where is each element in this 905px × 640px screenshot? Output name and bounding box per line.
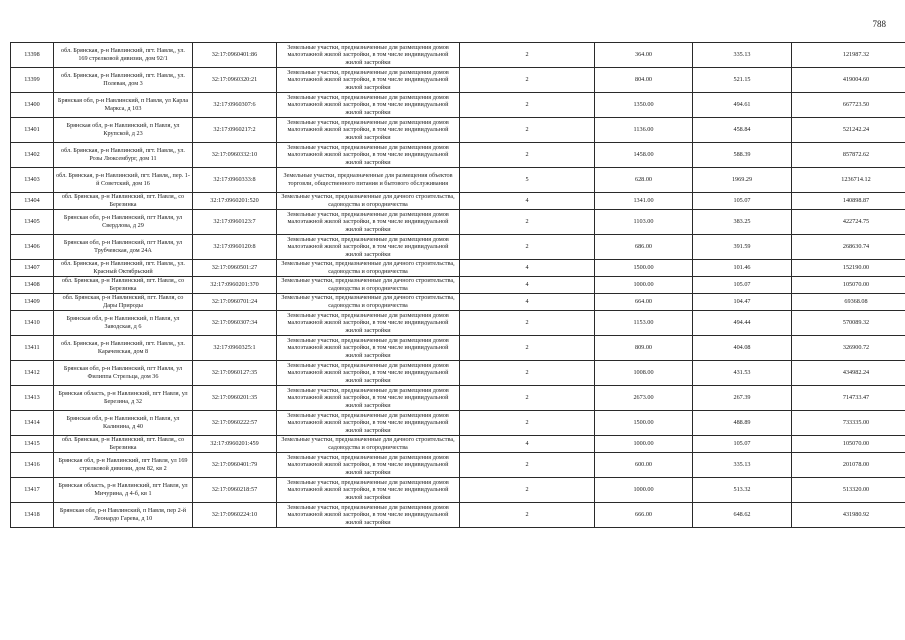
cadastral-number-cell: 32:17:0960217:2: [193, 118, 277, 143]
unit-value-cell: 458.84: [693, 118, 792, 143]
row-id-cell: 13410: [11, 311, 54, 336]
unit-value-cell: 335.13: [693, 43, 792, 68]
row-id-cell: 13417: [11, 478, 54, 503]
cadastral-value-cell: 667723.50: [792, 93, 905, 118]
category-code-cell: 2: [460, 311, 595, 336]
category-code-cell: 4: [460, 193, 595, 210]
row-id-cell: 13404: [11, 193, 54, 210]
row-id-cell: 13406: [11, 235, 54, 260]
cadastral-number-cell: 32:17:0960201:520: [193, 193, 277, 210]
address-cell: обл. Брянская, р-н Навлинский, пгт. Навля,, ул. 169 стрелковой дивизии, дом 92/1: [54, 43, 193, 68]
address-cell: обл. Брянская, р-н Навлинский, пгт. Навля,, ул. Красный Октябрьский: [54, 260, 193, 277]
unit-value-cell: 335.13: [693, 453, 792, 478]
cadastral-value-cell: 434982.24: [792, 361, 905, 386]
land-use-cell: Земельные участки, предназначенные для размещения домов малоэтажной жилой застройки, в том числе индивидуальной жилой застройки: [277, 93, 460, 118]
area-cell: 364.00: [595, 43, 693, 68]
area-cell: 686.00: [595, 235, 693, 260]
category-code-cell: 2: [460, 453, 595, 478]
category-code-cell: 2: [460, 143, 595, 168]
area-cell: 804.00: [595, 68, 693, 93]
area-cell: 1341.00: [595, 193, 693, 210]
unit-value-cell: 101.46: [693, 260, 792, 277]
row-id-cell: 13416: [11, 453, 54, 478]
cadastral-number-cell: 32:17:0960222:57: [193, 411, 277, 436]
row-id-cell: 13405: [11, 210, 54, 235]
cadastral-value-table: [10, 42, 905, 528]
cadastral-number-cell: 32:17:0960307:6: [193, 93, 277, 118]
category-code-cell: 4: [460, 436, 595, 453]
table-row: [11, 311, 905, 336]
table-row: [11, 411, 905, 436]
address-cell: Брянская обл, р-н Навлинский, п Навля, ул Заводская, д 6: [54, 311, 193, 336]
cadastral-number-cell: 32:17:0960218:57: [193, 478, 277, 503]
cadastral-value-cell: 431980.92: [792, 503, 905, 528]
category-code-cell: 2: [460, 478, 595, 503]
land-use-cell: Земельные участки, предназначенные для размещения домов малоэтажной жилой застройки, в том числе индивидуальной жилой застройки: [277, 411, 460, 436]
cadastral-number-cell: 32:17:0960127:35: [193, 361, 277, 386]
row-id-cell: 13418: [11, 503, 54, 528]
cadastral-number-cell: 32:17:0960201:35: [193, 386, 277, 411]
cadastral-number-cell: 32:17:0960201:459: [193, 436, 277, 453]
table-body: [11, 43, 905, 528]
unit-value-cell: 521.15: [693, 68, 792, 93]
unit-value-cell: 404.08: [693, 336, 792, 361]
table-row: [11, 68, 905, 93]
land-use-cell: Земельные участки, предназначенные для размещения домов малоэтажной жилой застройки, в том числе индивидуальной жилой застройки: [277, 210, 460, 235]
area-cell: 600.00: [595, 453, 693, 478]
cadastral-value-cell: 268630.74: [792, 235, 905, 260]
cadastral-number-cell: 32:17:0960501:27: [193, 260, 277, 277]
cadastral-number-cell: 32:17:0960701:24: [193, 294, 277, 311]
category-code-cell: 4: [460, 277, 595, 294]
area-cell: 1500.00: [595, 411, 693, 436]
cadastral-number-cell: 32:17:0960333:8: [193, 168, 277, 193]
area-cell: 1153.00: [595, 311, 693, 336]
land-use-cell: Земельные участки, предназначенные для дачного строительства, садоводства и огородничества: [277, 193, 460, 210]
cadastral-value-cell: 521242.24: [792, 118, 905, 143]
address-cell: обл. Брянская, р-н Навлинский, пгт. Навля, со Дары Природы: [54, 294, 193, 311]
unit-value-cell: 648.62: [693, 503, 792, 528]
address-cell: Брянская обл, р-н Навлинский, пгт Навля, ул Свердлова, д 29: [54, 210, 193, 235]
table-row: [11, 361, 905, 386]
cadastral-value-cell: 513320.00: [792, 478, 905, 503]
row-id-cell: 13412: [11, 361, 54, 386]
cadastral-number-cell: 32:17:0960401:86: [193, 43, 277, 68]
unit-value-cell: 267.39: [693, 386, 792, 411]
address-cell: Брянская обл, р-н Навлинский, пгт Навля, ул Трубчевская, дом 24А: [54, 235, 193, 260]
row-id-cell: 13407: [11, 260, 54, 277]
unit-value-cell: 431.53: [693, 361, 792, 386]
area-cell: 1136.00: [595, 118, 693, 143]
cadastral-number-cell: 32:17:0960332:10: [193, 143, 277, 168]
unit-value-cell: 488.89: [693, 411, 792, 436]
area-cell: 1103.00: [595, 210, 693, 235]
address-cell: обл. Брянская, р-н Навлинский, пгт. Навля,, со Березинка: [54, 277, 193, 294]
land-use-cell: Земельные участки, предназначенные для размещения домов малоэтажной жилой застройки, в том числе индивидуальной жилой застройки: [277, 118, 460, 143]
address-cell: Брянская обл, р-н Навлинский, п Навля, ул Калинина, д 40: [54, 411, 193, 436]
land-use-cell: Земельные участки, предназначенные для размещения домов малоэтажной жилой застройки, в том числе индивидуальной жилой застройки: [277, 43, 460, 68]
address-cell: обл. Брянская, р-н Навлинский, пгт. Навля,, со Березинка: [54, 436, 193, 453]
unit-value-cell: 588.39: [693, 143, 792, 168]
land-use-cell: Земельные участки, предназначенные для размещения домов малоэтажной жилой застройки, в том числе индивидуальной жилой застройки: [277, 386, 460, 411]
cadastral-number-cell: 32:17:0960120:8: [193, 235, 277, 260]
unit-value-cell: 105.07: [693, 277, 792, 294]
address-cell: Брянская обл, р-н Навлинский, пгт Навля, ул Филиппа Стрельца, дом 36: [54, 361, 193, 386]
unit-value-cell: 105.07: [693, 193, 792, 210]
table-row: [11, 260, 905, 277]
unit-value-cell: 104.47: [693, 294, 792, 311]
cadastral-value-cell: 69368.08: [792, 294, 905, 311]
table-row: [11, 277, 905, 294]
row-id-cell: 13403: [11, 168, 54, 193]
area-cell: 1458.00: [595, 143, 693, 168]
row-id-cell: 13409: [11, 294, 54, 311]
table-row: [11, 118, 905, 143]
unit-value-cell: 494.44: [693, 311, 792, 336]
cadastral-value-cell: 422724.75: [792, 210, 905, 235]
area-cell: 809.00: [595, 336, 693, 361]
row-id-cell: 13400: [11, 93, 54, 118]
table-row: [11, 336, 905, 361]
unit-value-cell: 105.07: [693, 436, 792, 453]
category-code-cell: 2: [460, 361, 595, 386]
row-id-cell: 13415: [11, 436, 54, 453]
area-cell: 1000.00: [595, 277, 693, 294]
address-cell: обл. Брянская, р-н Навлинский, пгт. Навля,, ул. Розы Люксембург, дом 11: [54, 143, 193, 168]
cadastral-number-cell: 32:17:0960401:79: [193, 453, 277, 478]
cadastral-value-cell: 570089.32: [792, 311, 905, 336]
category-code-cell: 2: [460, 503, 595, 528]
row-id-cell: 13408: [11, 277, 54, 294]
land-use-cell: Земельные участки, предназначенные для дачного строительства, садоводства и огородничества: [277, 260, 460, 277]
cadastral-value-cell: 105070.00: [792, 277, 905, 294]
land-use-cell: Земельные участки, предназначенные для дачного строительства, садоводства и огородничества: [277, 436, 460, 453]
cadastral-value-cell: 1236714.12: [792, 168, 905, 193]
row-id-cell: 13401: [11, 118, 54, 143]
category-code-cell: 2: [460, 93, 595, 118]
address-cell: обл. Брянская, р-н Навлинский, пгт. Навля,, ул. Карачевская, дом 8: [54, 336, 193, 361]
row-id-cell: 13398: [11, 43, 54, 68]
area-cell: 628.00: [595, 168, 693, 193]
cadastral-value-cell: 857872.62: [792, 143, 905, 168]
table-row: [11, 193, 905, 210]
cadastral-value-cell: 105070.00: [792, 436, 905, 453]
unit-value-cell: 513.32: [693, 478, 792, 503]
table-row: [11, 43, 905, 68]
land-use-cell: Земельные участки, предназначенные для дачного строительства, садоводства и огородничества: [277, 277, 460, 294]
area-cell: 666.00: [595, 503, 693, 528]
category-code-cell: 2: [460, 336, 595, 361]
table-row: [11, 503, 905, 528]
area-cell: 1500.00: [595, 260, 693, 277]
area-cell: 1008.00: [595, 361, 693, 386]
category-code-cell: 2: [460, 386, 595, 411]
address-cell: Брянская область, р-н Навлинский, пгт Навля, ул Мичурина, д 4-б, кв 1: [54, 478, 193, 503]
table-row: [11, 143, 905, 168]
row-id-cell: 13402: [11, 143, 54, 168]
unit-value-cell: 494.61: [693, 93, 792, 118]
area-cell: 664.00: [595, 294, 693, 311]
land-use-cell: Земельные участки, предназначенные для размещения домов малоэтажной жилой застройки, в том числе индивидуальной жилой застройки: [277, 68, 460, 93]
table-row: [11, 210, 905, 235]
table-row: [11, 235, 905, 260]
address-cell: Брянская обл, р-н Навлинский, пгт Навля, ул 169 стрелковой дивизии, дом 82, кв 2: [54, 453, 193, 478]
category-code-cell: 4: [460, 294, 595, 311]
land-use-cell: Земельные участки, предназначенные для размещения домов малоэтажной жилой застройки, в том числе индивидуальной жилой застройки: [277, 361, 460, 386]
land-use-cell: Земельные участки, предназначенные для размещения домов малоэтажной жилой застройки, в том числе индивидуальной жилой застройки: [277, 478, 460, 503]
land-use-cell: Земельные участки, предназначенные для размещения домов малоэтажной жилой застройки, в том числе индивидуальной жилой застройки: [277, 143, 460, 168]
table-row: [11, 386, 905, 411]
area-cell: 1000.00: [595, 478, 693, 503]
address-cell: обл. Брянская, р-н Навлинский, пгт. Навля,, со Березинка: [54, 193, 193, 210]
cadastral-value-cell: 140898.87: [792, 193, 905, 210]
cadastral-value-cell: 733335.00: [792, 411, 905, 436]
table-row: [11, 168, 905, 193]
category-code-cell: 2: [460, 43, 595, 68]
cadastral-value-cell: 326900.72: [792, 336, 905, 361]
cadastral-number-cell: 32:17:0960307:34: [193, 311, 277, 336]
cadastral-value-cell: 121987.32: [792, 43, 905, 68]
table-row: [11, 453, 905, 478]
unit-value-cell: 383.25: [693, 210, 792, 235]
unit-value-cell: 391.59: [693, 235, 792, 260]
table-row: [11, 93, 905, 118]
address-cell: Брянская обл, р-н Навлинский, п Навля, ул Крупской, д 23: [54, 118, 193, 143]
page-number: 788: [872, 19, 886, 29]
area-cell: 1350.00: [595, 93, 693, 118]
land-use-cell: Земельные участки, предназначенные для размещения домов малоэтажной жилой застройки, в том числе индивидуальной жилой застройки: [277, 336, 460, 361]
cadastral-value-cell: 152190.00: [792, 260, 905, 277]
row-id-cell: 13411: [11, 336, 54, 361]
unit-value-cell: 1969.29: [693, 168, 792, 193]
table-row: [11, 478, 905, 503]
area-cell: 1000.00: [595, 436, 693, 453]
category-code-cell: 5: [460, 168, 595, 193]
category-code-cell: 2: [460, 210, 595, 235]
area-cell: 2673.00: [595, 386, 693, 411]
address-cell: обл. Брянская, р-н Навлинский, пгт. Навля,, ул. Полевая, дом 3: [54, 68, 193, 93]
category-code-cell: 2: [460, 68, 595, 93]
address-cell: Брянская обл, р-н Навлинский, п Навля, пер 2-й Леонардо Гарева, д 10: [54, 503, 193, 528]
address-cell: Брянская обл, р-н Навлинский, п Навля, ул Карла Маркса, д 103: [54, 93, 193, 118]
land-use-cell: Земельные участки, предназначенные для размещения объектов торговли, общественного питания и бытового обслуживания: [277, 168, 460, 193]
cadastral-value-cell: 714733.47: [792, 386, 905, 411]
cadastral-number-cell: 32:17:0960201:370: [193, 277, 277, 294]
row-id-cell: 13413: [11, 386, 54, 411]
table-row: [11, 436, 905, 453]
row-id-cell: 13414: [11, 411, 54, 436]
land-use-cell: Земельные участки, предназначенные для размещения домов малоэтажной жилой застройки, в том числе индивидуальной жилой застройки: [277, 453, 460, 478]
cadastral-number-cell: 32:17:0960123:7: [193, 210, 277, 235]
cadastral-number-cell: 32:17:0960325:1: [193, 336, 277, 361]
category-code-cell: 2: [460, 411, 595, 436]
cadastral-value-cell: 201078.00: [792, 453, 905, 478]
land-use-cell: Земельные участки, предназначенные для размещения домов малоэтажной жилой застройки, в том числе индивидуальной жилой застройки: [277, 503, 460, 528]
cadastral-value-cell: 419004.60: [792, 68, 905, 93]
category-code-cell: 2: [460, 235, 595, 260]
land-use-cell: Земельные участки, предназначенные для размещения домов малоэтажной жилой застройки, в том числе индивидуальной жилой застройки: [277, 235, 460, 260]
address-cell: Брянская область, р-н Навлинский, пгт Навля, ул Березина, д 32: [54, 386, 193, 411]
category-code-cell: 2: [460, 118, 595, 143]
row-id-cell: 13399: [11, 68, 54, 93]
land-use-cell: Земельные участки, предназначенные для дачного строительства, садоводства и огородничества: [277, 294, 460, 311]
land-use-cell: Земельные участки, предназначенные для размещения домов малоэтажной жилой застройки, в том числе индивидуальной жилой застройки: [277, 311, 460, 336]
cadastral-number-cell: 32:17:0960320:21: [193, 68, 277, 93]
category-code-cell: 4: [460, 260, 595, 277]
table-row: [11, 294, 905, 311]
address-cell: обл. Брянская, р-н Навлинский, пгт. Навля,, пер. 1-й Советский, дом 16: [54, 168, 193, 193]
cadastral-number-cell: 32:17:0960224:10: [193, 503, 277, 528]
